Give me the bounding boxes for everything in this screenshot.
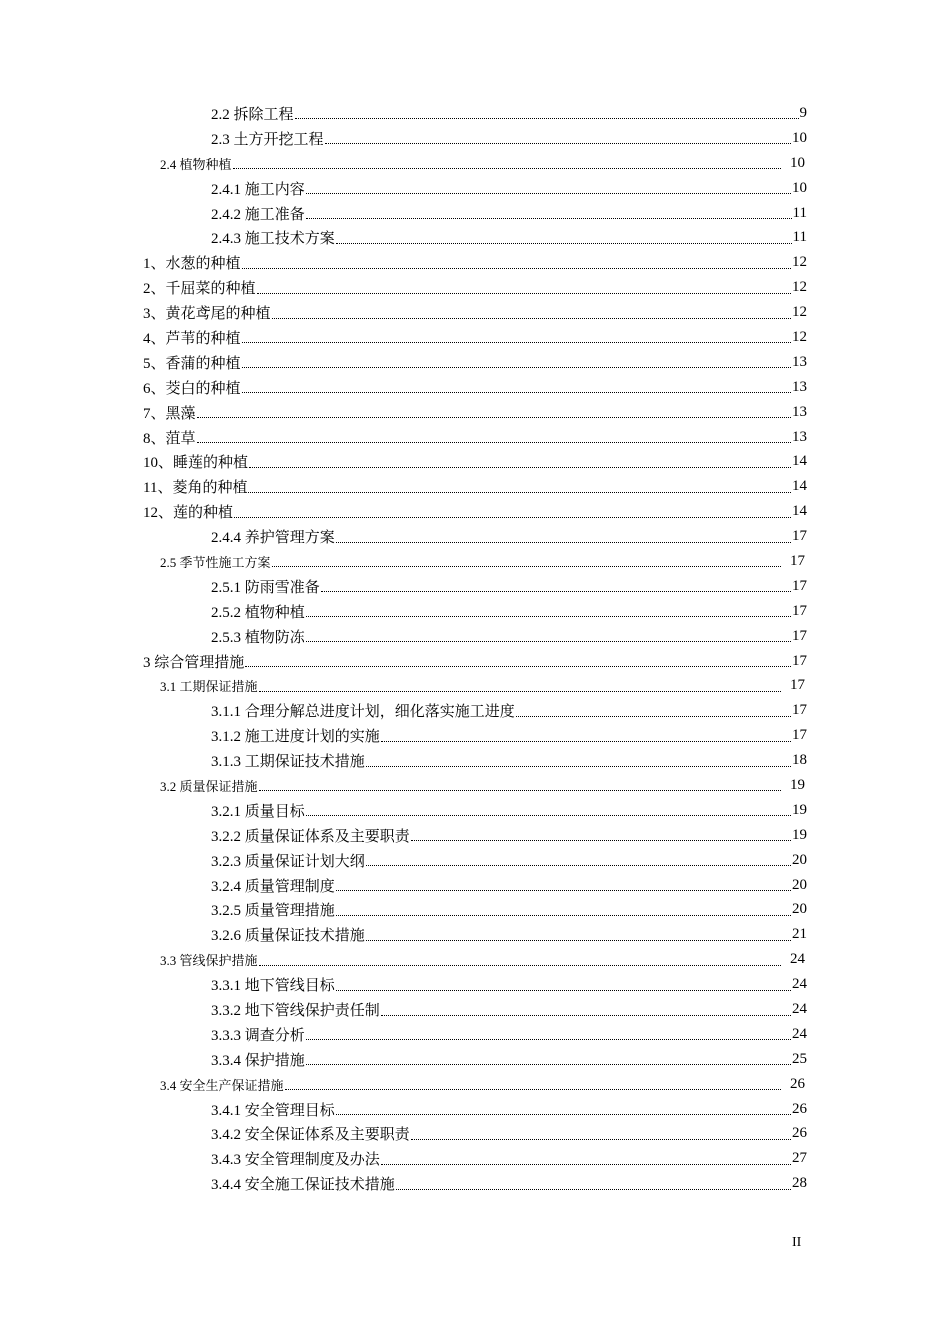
dot-leader bbox=[381, 1004, 791, 1016]
dot-leader bbox=[306, 1028, 791, 1040]
dot-leader bbox=[336, 879, 791, 891]
toc-entry[interactable] bbox=[0, 798, 950, 823]
toc-entry-label: 3.3.1 地下管线目标 bbox=[211, 978, 335, 995]
toc-entry-page: 24 bbox=[792, 1001, 807, 1017]
toc-entry-label: 2.4.2 施工准备 bbox=[211, 206, 305, 223]
toc-entry-label: 2.4.1 施工内容 bbox=[211, 181, 305, 198]
toc-entry-label: 3.3.3 调查分析 bbox=[211, 1027, 305, 1044]
toc-entry-label: 2.5.3 植物防冻 bbox=[211, 629, 305, 646]
toc-entry[interactable] bbox=[0, 873, 950, 898]
toc-entry[interactable] bbox=[0, 300, 950, 325]
toc-entry-label: 3.4 安全生产保证措施 bbox=[160, 1077, 284, 1093]
toc-entry-page: 14 bbox=[792, 503, 807, 520]
toc-entry-label: 10、睡莲的种植 bbox=[143, 455, 249, 472]
toc-entry-page: 26 bbox=[790, 1075, 805, 1092]
toc-entry[interactable] bbox=[0, 176, 950, 201]
toc-entry[interactable] bbox=[0, 275, 950, 300]
toc-entry-page: 17 bbox=[792, 652, 807, 669]
toc-entry-label: 3.1 工期保证措施 bbox=[160, 679, 258, 695]
toc-entry-label: 3.1.1 合理分解总进度计划，细化落实施工进度 bbox=[211, 704, 515, 721]
toc-entry[interactable] bbox=[0, 673, 950, 698]
dot-leader bbox=[259, 779, 781, 791]
toc-entry-label: 2.5.2 植物种植 bbox=[211, 604, 305, 621]
toc-entry[interactable] bbox=[0, 823, 950, 848]
toc-entry[interactable] bbox=[0, 126, 950, 151]
dot-leader bbox=[306, 207, 792, 219]
table-of-contents bbox=[0, 101, 950, 1196]
toc-entry-label: 12、莲的种植 bbox=[143, 505, 234, 522]
dot-leader bbox=[248, 481, 791, 493]
dot-leader bbox=[234, 506, 791, 518]
dot-leader bbox=[197, 431, 791, 443]
toc-entry-page: 19 bbox=[790, 776, 805, 793]
toc-entry-label: 3.2.1 质量目标 bbox=[211, 803, 305, 820]
toc-entry-page: 12 bbox=[792, 328, 807, 345]
dot-leader bbox=[259, 954, 781, 966]
dot-leader bbox=[306, 605, 791, 617]
dot-leader bbox=[249, 456, 791, 468]
toc-entry-page: 17 bbox=[792, 602, 807, 619]
dot-leader bbox=[306, 182, 791, 194]
toc-entry-label: 2.3 土方开挖工程 bbox=[211, 131, 324, 148]
dot-leader bbox=[366, 854, 791, 866]
toc-entry[interactable] bbox=[0, 599, 950, 624]
toc-entry[interactable] bbox=[0, 101, 950, 126]
toc-entry-page: 10 bbox=[790, 154, 805, 171]
dot-leader bbox=[242, 331, 791, 343]
toc-entry[interactable] bbox=[0, 898, 950, 923]
toc-entry[interactable] bbox=[0, 947, 950, 972]
toc-entry-label: 3.3 管线保护措施 bbox=[160, 953, 258, 969]
toc-entry-page: 10 bbox=[792, 179, 807, 196]
toc-entry-page: 13 bbox=[792, 403, 807, 420]
toc-entry-label: 3.1.3 工期保证技术措施 bbox=[211, 754, 365, 771]
toc-entry[interactable] bbox=[0, 649, 950, 674]
dot-leader bbox=[366, 929, 791, 941]
toc-entry-page: 17 bbox=[792, 727, 807, 744]
toc-entry[interactable] bbox=[0, 1122, 950, 1147]
toc-entry-page: 19 bbox=[792, 801, 807, 818]
toc-entry[interactable] bbox=[0, 151, 950, 176]
dot-leader bbox=[336, 232, 792, 244]
toc-entry-label: 3.3.4 保护措施 bbox=[211, 1052, 305, 1069]
dot-leader bbox=[411, 1128, 791, 1140]
toc-entry[interactable] bbox=[0, 1047, 950, 1072]
dot-leader bbox=[242, 381, 791, 393]
toc-entry-label: 2.4.4 养护管理方案 bbox=[211, 530, 335, 547]
dot-leader bbox=[325, 132, 791, 144]
toc-entry-label: 4、芦苇的种植 bbox=[143, 330, 241, 347]
toc-entry-page: 20 bbox=[792, 876, 807, 893]
dot-leader bbox=[381, 1153, 791, 1165]
toc-entry[interactable] bbox=[0, 773, 950, 798]
toc-entry-page: 24 bbox=[792, 976, 807, 993]
toc-entry-label: 2.4.3 施工技术方案 bbox=[211, 231, 335, 248]
toc-entry-label: 3.2.3 质量保证计划大纲 bbox=[211, 853, 365, 870]
dot-leader bbox=[366, 755, 791, 767]
toc-entry[interactable] bbox=[0, 1171, 950, 1196]
toc-entry-label: 3.2.2 质量保证体系及主要职责 bbox=[211, 828, 410, 845]
toc-entry[interactable] bbox=[0, 997, 950, 1022]
toc-entry[interactable] bbox=[0, 524, 950, 549]
toc-entry-page: 24 bbox=[792, 1025, 807, 1042]
toc-entry-page: 17 bbox=[790, 552, 805, 569]
toc-entry-page: 24 bbox=[790, 951, 805, 968]
toc-entry-label: 2.4 植物种植 bbox=[160, 156, 232, 172]
toc-entry[interactable] bbox=[0, 723, 950, 748]
dot-leader bbox=[272, 307, 791, 319]
toc-entry-page: 9 bbox=[799, 104, 807, 121]
dot-leader bbox=[197, 406, 791, 418]
toc-entry-page: 25 bbox=[792, 1050, 807, 1067]
toc-entry-label: 5、香蒲的种植 bbox=[143, 355, 241, 372]
toc-entry-label: 3、黄花鸢尾的种植 bbox=[143, 306, 271, 323]
dot-leader bbox=[336, 979, 791, 991]
dot-leader bbox=[306, 1053, 791, 1065]
toc-entry[interactable] bbox=[0, 375, 950, 400]
toc-entry-label: 2、千屈菜的种植 bbox=[143, 281, 256, 298]
toc-entry-label: 7、黑藻 bbox=[143, 405, 196, 422]
toc-entry-label: 3.2.5 质量管理措施 bbox=[211, 903, 335, 920]
dot-leader bbox=[411, 829, 791, 841]
toc-entry-page: 12 bbox=[792, 279, 807, 296]
toc-entry-page: 11 bbox=[792, 204, 807, 221]
page-number: II bbox=[792, 1235, 802, 1250]
toc-entry-label: 3.3.2 地下管线保护责任制 bbox=[211, 1003, 380, 1019]
toc-entry[interactable] bbox=[0, 499, 950, 524]
toc-entry[interactable] bbox=[0, 350, 950, 375]
toc-entry[interactable] bbox=[0, 1146, 950, 1171]
toc-entry-label: 3.2.4 质量管理制度 bbox=[211, 878, 335, 895]
toc-entry-page: 12 bbox=[792, 254, 807, 271]
toc-entry[interactable] bbox=[0, 449, 950, 474]
dot-leader bbox=[242, 356, 791, 368]
dot-leader bbox=[381, 730, 791, 742]
dot-leader bbox=[396, 1178, 791, 1190]
toc-entry[interactable] bbox=[0, 225, 950, 250]
toc-entry-page: 28 bbox=[792, 1175, 807, 1192]
toc-entry[interactable] bbox=[0, 250, 950, 275]
toc-entry-page: 26 bbox=[792, 1100, 807, 1117]
toc-entry[interactable] bbox=[0, 201, 950, 226]
toc-entry[interactable] bbox=[0, 474, 950, 499]
toc-entry-label: 3.4.2 安全保证体系及主要职责 bbox=[211, 1127, 410, 1144]
toc-entry-page: 13 bbox=[792, 378, 807, 395]
toc-entry-label: 3.1.2 施工进度计划的实施 bbox=[211, 729, 380, 746]
toc-entry-page: 27 bbox=[792, 1150, 807, 1167]
toc-entry-page: 17 bbox=[790, 677, 805, 694]
toc-entry-page: 17 bbox=[792, 577, 807, 594]
toc-entry[interactable] bbox=[0, 698, 950, 723]
toc-entry-label: 1、水葱的种植 bbox=[143, 256, 241, 273]
toc-entry[interactable] bbox=[0, 624, 950, 649]
dot-leader bbox=[295, 107, 799, 119]
toc-entry-label: 11、菱角的种植 bbox=[143, 480, 248, 497]
toc-entry[interactable] bbox=[0, 1022, 950, 1047]
toc-entry-label: 3.2.6 质量保证技术措施 bbox=[211, 928, 365, 945]
toc-entry[interactable] bbox=[0, 325, 950, 350]
toc-entry-label: 6、茭白的种植 bbox=[143, 380, 241, 397]
toc-entry-label: 3.4.3 安全管理制度及办法 bbox=[211, 1152, 380, 1169]
toc-entry-page: 14 bbox=[792, 453, 807, 470]
toc-entry-page: 17 bbox=[792, 627, 807, 644]
dot-leader bbox=[336, 531, 791, 543]
toc-entry-label: 3.4.1 安全管理目标 bbox=[211, 1102, 335, 1119]
toc-entry-label: 3 综合管理措施 bbox=[143, 654, 245, 671]
toc-entry-label: 2.2 拆除工程 bbox=[211, 106, 294, 123]
toc-entry[interactable] bbox=[0, 1097, 950, 1122]
dot-leader bbox=[336, 1103, 791, 1115]
dot-leader bbox=[245, 655, 791, 667]
dot-leader bbox=[242, 257, 791, 269]
toc-entry-page: 13 bbox=[792, 428, 807, 445]
toc-entry[interactable] bbox=[0, 549, 950, 574]
toc-entry-label: 3.2 质量保证措施 bbox=[160, 778, 258, 794]
dot-leader bbox=[272, 555, 781, 567]
toc-entry-page: 10 bbox=[792, 129, 807, 146]
toc-entry-page: 21 bbox=[792, 926, 807, 943]
dot-leader bbox=[516, 705, 791, 717]
toc-entry[interactable] bbox=[0, 748, 950, 773]
dot-leader bbox=[321, 580, 791, 592]
dot-leader bbox=[306, 630, 791, 642]
toc-entry-page: 20 bbox=[792, 901, 807, 918]
dot-leader bbox=[259, 680, 781, 692]
toc-entry-page: 12 bbox=[792, 304, 807, 321]
toc-entry[interactable] bbox=[0, 425, 950, 450]
toc-entry-page: 17 bbox=[792, 528, 807, 545]
dot-leader bbox=[336, 904, 791, 916]
toc-entry[interactable] bbox=[0, 400, 950, 425]
toc-entry[interactable] bbox=[0, 922, 950, 947]
toc-entry-page: 26 bbox=[792, 1125, 807, 1142]
dot-leader bbox=[233, 157, 781, 169]
toc-entry[interactable] bbox=[0, 972, 950, 997]
toc-entry-page: 13 bbox=[792, 353, 807, 370]
dot-leader bbox=[285, 1078, 781, 1090]
toc-entry-label: 3.4.4 安全施工保证技术措施 bbox=[211, 1177, 395, 1194]
toc-entry[interactable] bbox=[0, 848, 950, 873]
toc-entry-page: 17 bbox=[792, 702, 807, 719]
toc-entry[interactable] bbox=[0, 1072, 950, 1097]
toc-entry[interactable] bbox=[0, 574, 950, 599]
toc-entry-label: 8、菹草 bbox=[143, 430, 196, 447]
toc-entry-page: 11 bbox=[792, 229, 807, 246]
toc-entry-label: 2.5.1 防雨雪准备 bbox=[211, 579, 320, 596]
dot-leader bbox=[306, 804, 791, 816]
dot-leader bbox=[257, 282, 791, 294]
toc-entry-page: 18 bbox=[792, 752, 807, 769]
toc-entry-page: 20 bbox=[792, 851, 807, 868]
toc-entry-page: 14 bbox=[792, 478, 807, 495]
toc-entry-page: 19 bbox=[792, 826, 807, 843]
toc-entry-label: 2.5 季节性施工方案 bbox=[160, 554, 271, 570]
